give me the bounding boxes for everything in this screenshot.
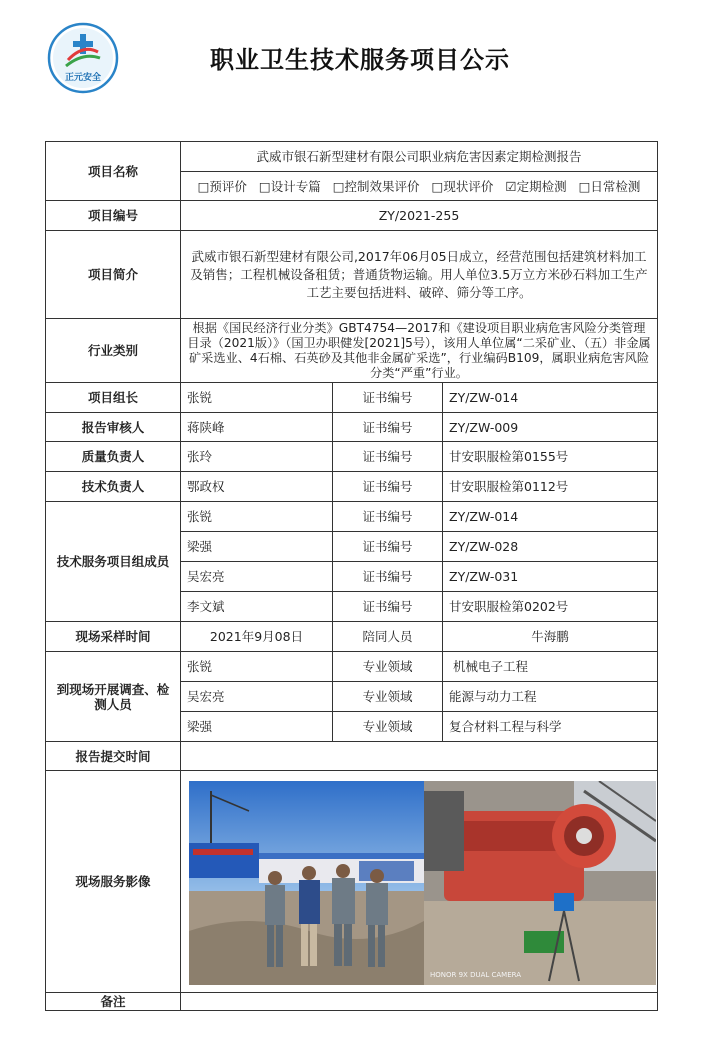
type-option: □现状评价 <box>431 178 494 194</box>
cert-number: ZY/ZW-014 <box>443 502 658 532</box>
sampling-row <box>46 622 658 652</box>
role-label: 质量负责人 <box>46 442 181 472</box>
cert-number: ZY/ZW-009 <box>443 413 658 442</box>
page-title: 职业卫生技术服务项目公示 <box>210 46 510 74</box>
survey-row <box>46 652 658 682</box>
images-row <box>46 771 658 993</box>
survey-member-name: 张锐 <box>181 652 333 682</box>
submission-label: 报告提交时间 <box>46 742 181 771</box>
sampling-label: 现场采样时间 <box>46 622 181 652</box>
remarks-value <box>181 993 658 1011</box>
cert-label: 证书编号 <box>333 383 443 413</box>
role-person: 张锐 <box>181 383 333 413</box>
team-member-name: 张锐 <box>181 502 333 532</box>
cert-label: 证书编号 <box>333 562 443 592</box>
cert-label: 证书编号 <box>333 442 443 472</box>
type-option: □日常检测 <box>578 178 641 194</box>
project-type-options <box>181 172 658 201</box>
type-option: □控制效果评价 <box>332 178 420 194</box>
type-option: □预评价 <box>197 178 247 194</box>
project-intro-row <box>46 231 658 319</box>
project-name-label: 项目名称 <box>46 142 181 201</box>
team-member-row <box>46 502 658 532</box>
field-value: 机械电子工程 <box>443 652 658 682</box>
role-row <box>46 413 658 442</box>
camera-watermark: HONOR 9X DUAL CAMERA <box>430 970 522 979</box>
cert-label: 证书编号 <box>333 532 443 562</box>
cert-number: ZY/ZW-028 <box>443 532 658 562</box>
companion-name: 牛海鹏 <box>443 622 658 652</box>
industry-value: 根据《国民经济行业分类》GBT4754—2017和《建设项目职业病危害风险分类管理目录（2021版）》（国卫办职健发[2021]5号），该用人单位属“二采矿业、（五）非金属矿采选业、4石棉、石英砂及其他非金属矿采选”，行业编码B109，属职业病危害风险分类“严重”行业。 <box>181 319 658 383</box>
project-intro-value: 武威市银石新型建材有限公司,2017年06月05日成立，经营范围包括建筑材料加工及销售；工程机械设备租赁；普通货物运输。用人单位3.5万立方米砂石料加工生产工艺主要包括进料、破碎、筛分等工序。 <box>181 231 658 319</box>
role-label: 项目组长 <box>46 383 181 413</box>
role-person: 鄂政权 <box>181 472 333 502</box>
field-label: 专业领域 <box>333 712 443 742</box>
cert-label: 证书编号 <box>333 472 443 502</box>
submission-row <box>46 742 658 771</box>
team-label: 技术服务项目组成员 <box>46 502 181 622</box>
role-person: 张玲 <box>181 442 333 472</box>
remarks-row <box>46 993 658 1011</box>
cert-label: 证书编号 <box>333 413 443 442</box>
industry-row <box>46 319 658 383</box>
cert-number: 甘安职服检第0155号 <box>443 442 658 472</box>
field-value: 复合材料工程与科学 <box>443 712 658 742</box>
team-member-name: 梁强 <box>181 532 333 562</box>
sampling-date: 2021年9月08日 <box>181 622 333 652</box>
cert-number: ZY/ZW-014 <box>443 383 658 413</box>
field-label: 专业领域 <box>333 652 443 682</box>
industry-label: 行业类别 <box>46 319 181 383</box>
field-value: 能源与动力工程 <box>443 682 658 712</box>
submission-value <box>181 742 658 771</box>
role-row <box>46 472 658 502</box>
project-name-row <box>46 142 658 172</box>
survey-member-name: 吴宏亮 <box>181 682 333 712</box>
project-name-value: 武威市银石新型建材有限公司职业病危害因素定期检测报告 <box>181 142 658 172</box>
crusher-equipment-photo <box>424 781 656 985</box>
project-code-label: 项目编号 <box>46 201 181 231</box>
team-member-name: 吴宏亮 <box>181 562 333 592</box>
project-intro-label: 项目简介 <box>46 231 181 319</box>
type-option: □设计专篇 <box>258 178 321 194</box>
type-option: ☑定期检测 <box>505 178 567 194</box>
team-member-name: 李文斌 <box>181 592 333 622</box>
cert-number: ZY/ZW-031 <box>443 562 658 592</box>
site-team-photo <box>189 781 424 985</box>
cert-number: 甘安职服检第0202号 <box>443 592 658 622</box>
logo-text: 正元安全 <box>64 73 102 83</box>
cert-label: 证书编号 <box>333 502 443 532</box>
role-label: 技术负责人 <box>46 472 181 502</box>
project-code-value: ZY/2021-255 <box>181 201 658 231</box>
cert-label: 证书编号 <box>333 592 443 622</box>
project-table <box>45 141 658 1011</box>
survey-label: 到现场开展调查、检测人员 <box>46 652 181 742</box>
survey-member-name: 梁强 <box>181 712 333 742</box>
role-person: 蒋陕峰 <box>181 413 333 442</box>
companion-label: 陪同人员 <box>333 622 443 652</box>
field-label: 专业领域 <box>333 682 443 712</box>
cert-number: 甘安职服检第0112号 <box>443 472 658 502</box>
remarks-label: 备注 <box>46 993 181 1011</box>
role-label: 报告审核人 <box>46 413 181 442</box>
role-row <box>46 442 658 472</box>
images-label: 现场服务影像 <box>46 771 181 993</box>
project-code-row <box>46 201 658 231</box>
images-cell <box>181 771 658 993</box>
role-row <box>46 383 658 413</box>
